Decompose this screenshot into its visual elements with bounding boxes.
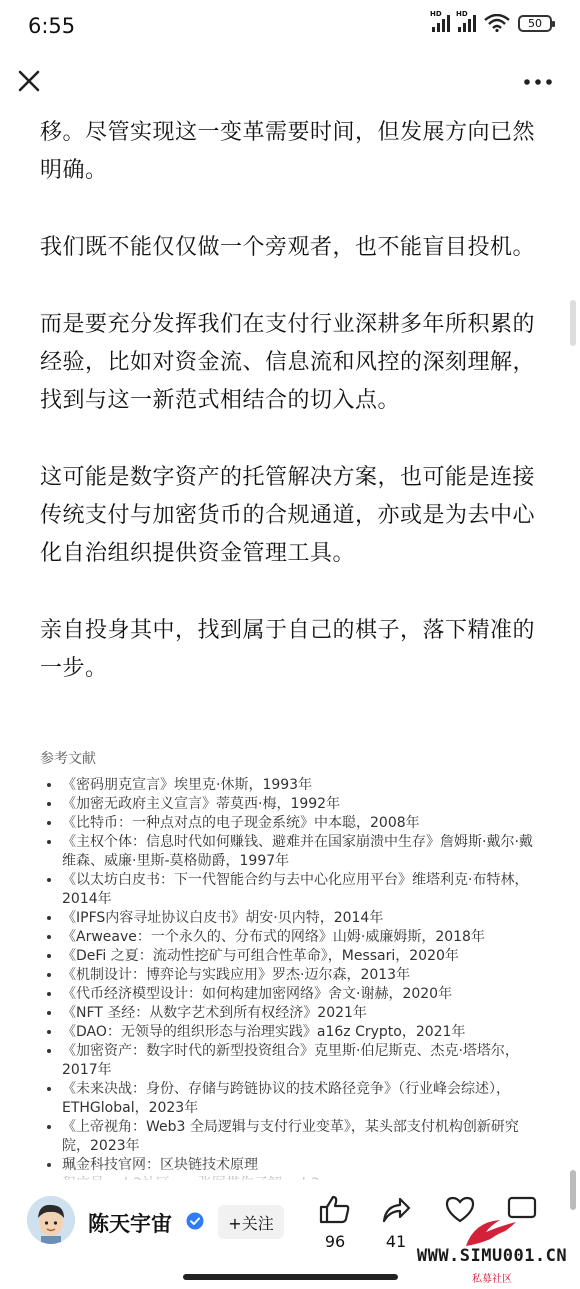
signal-hd-icon-2 [456, 10, 476, 32]
battery-icon [518, 15, 552, 32]
article-paragraph-2: 我们既不能仅仅做一个旁观者，也不能盲目投机。 [40, 235, 536, 260]
signal-hd-label: HD [430, 10, 442, 18]
article-paragraph-4: 这可能是数字资产的托管解决方案，也可能是连接传统支付与加密货币的合规通道，亦或是为去中心化自治组织提供资金管理工具。 [40, 465, 536, 566]
top-nav [0, 52, 580, 114]
article-paragraph-5: 亲自投身其中，找到属于自己的棋子，落下精准的一步。 [40, 618, 536, 681]
reference-item: • 《加密无政府主义宣言》蒂莫西·梅，1992年 [62, 795, 540, 814]
status-time: 6:55 [28, 14, 76, 38]
reference-item: • 珮金科技官网：区块链技术原理 [62, 1156, 540, 1175]
author-name[interactable]: 陈天宇宙 [88, 1212, 172, 1236]
article-paragraph-3: 而是要充分发挥我们在支付行业深耕多年所积累的经验，比如对资金流、信息流和风控的深刻理解，找到与这一新范式相结合的切入点。 [40, 312, 536, 413]
battery-level: 50 [528, 16, 542, 30]
reference-item: • 《机制设计：博弈论与实践应用》罗杰·迈尔森，2013年 [62, 966, 540, 985]
wifi-icon [484, 14, 510, 32]
avatar-illustration [27, 1196, 75, 1244]
reference-item: • 《代币经济模型设计：如何构建加密网络》舍文·谢赫，2020年 [62, 985, 540, 1004]
home-indicator[interactable] [183, 1274, 398, 1280]
signal-hd-label-2: HD [456, 10, 468, 18]
watermark-logo [404, 1216, 580, 1286]
verified-badge-icon [186, 1212, 204, 1230]
thumbs-up-icon [318, 1194, 352, 1224]
watermark-site: WWW.SIMU001.CN [416, 1246, 568, 1266]
follow-button[interactable]: +关注 [218, 1205, 284, 1239]
reference-item: • 《IPFS内容寻址协议白皮书》胡安·贝内特，2014年 [62, 909, 540, 928]
status-bar [0, 0, 580, 52]
references-title: 参考文献 [40, 751, 96, 767]
like-button[interactable] [318, 1194, 352, 1251]
signal-hd-icon [430, 10, 450, 32]
reference-item: • 《NFT 圣经：从数字艺术到所有权经济》2021年 [62, 1004, 540, 1023]
reference-item: • 《密码朋克宣言》埃里克·休斯，1993年 [62, 776, 540, 795]
reference-item: • 《以太坊白皮书：下一代智能合约与去中心化应用平台》维塔利克·布特林，2014年 [62, 871, 540, 909]
article-body [40, 114, 540, 727]
watermark-emblem-icon [404, 1216, 580, 1250]
reference-item: • 《Arweave：一个永久的、分布式的网络》山姆·威廉姆斯，2018年 [62, 928, 540, 947]
article-paragraph-1: 移。尽管实现这一变革需要时间，但发展方向已然明确。 [40, 120, 536, 183]
scrollbar-thumb-bottom[interactable] [570, 1170, 576, 1210]
like-count: 96 [324, 1232, 346, 1251]
watermark-subtitle: 私募社区 [472, 1274, 512, 1285]
close-icon[interactable] [14, 66, 44, 96]
reference-item: • 《比特币：一种点对点的电子现金系统》中本聪，2008年 [62, 814, 540, 833]
references-list [40, 776, 540, 1194]
scrollbar-thumb[interactable] [570, 300, 576, 346]
reference-item: • 《DeFi 之夏：流动性挖矿与可组合性革命》，Messari，2020年 [62, 947, 540, 966]
reference-item: • 《DAO：无领导的组织形态与治理实践》a16z Crypto，2021年 [62, 1023, 540, 1042]
reference-item: • 《主权个体：信息时代如何赚钱、避难并在国家崩溃中生存》詹姆斯·戴尔·戴维森、威廉·里斯-莫格勋爵，1997年 [62, 833, 540, 871]
status-icons [430, 10, 552, 32]
reference-item: • 《上帝视角：Web3 全局逻辑与支付行业变革》，某头部支付机构创新研究院，2023年 [62, 1118, 540, 1156]
more-icon[interactable] [522, 72, 554, 92]
reference-item: • 《加密资产：数字时代的新型投资组合》克里斯·伯尼斯克、杰克·塔塔尔，2017年 [62, 1042, 540, 1080]
avatar[interactable] [27, 1196, 75, 1244]
share-count: 41 [385, 1232, 407, 1251]
reference-item: • 《未来决战：身份、存储与跨链协议的技术路径竞争》（行业峰会综述），ETHGlobal，2023年 [62, 1080, 540, 1118]
references-section [40, 748, 540, 1194]
